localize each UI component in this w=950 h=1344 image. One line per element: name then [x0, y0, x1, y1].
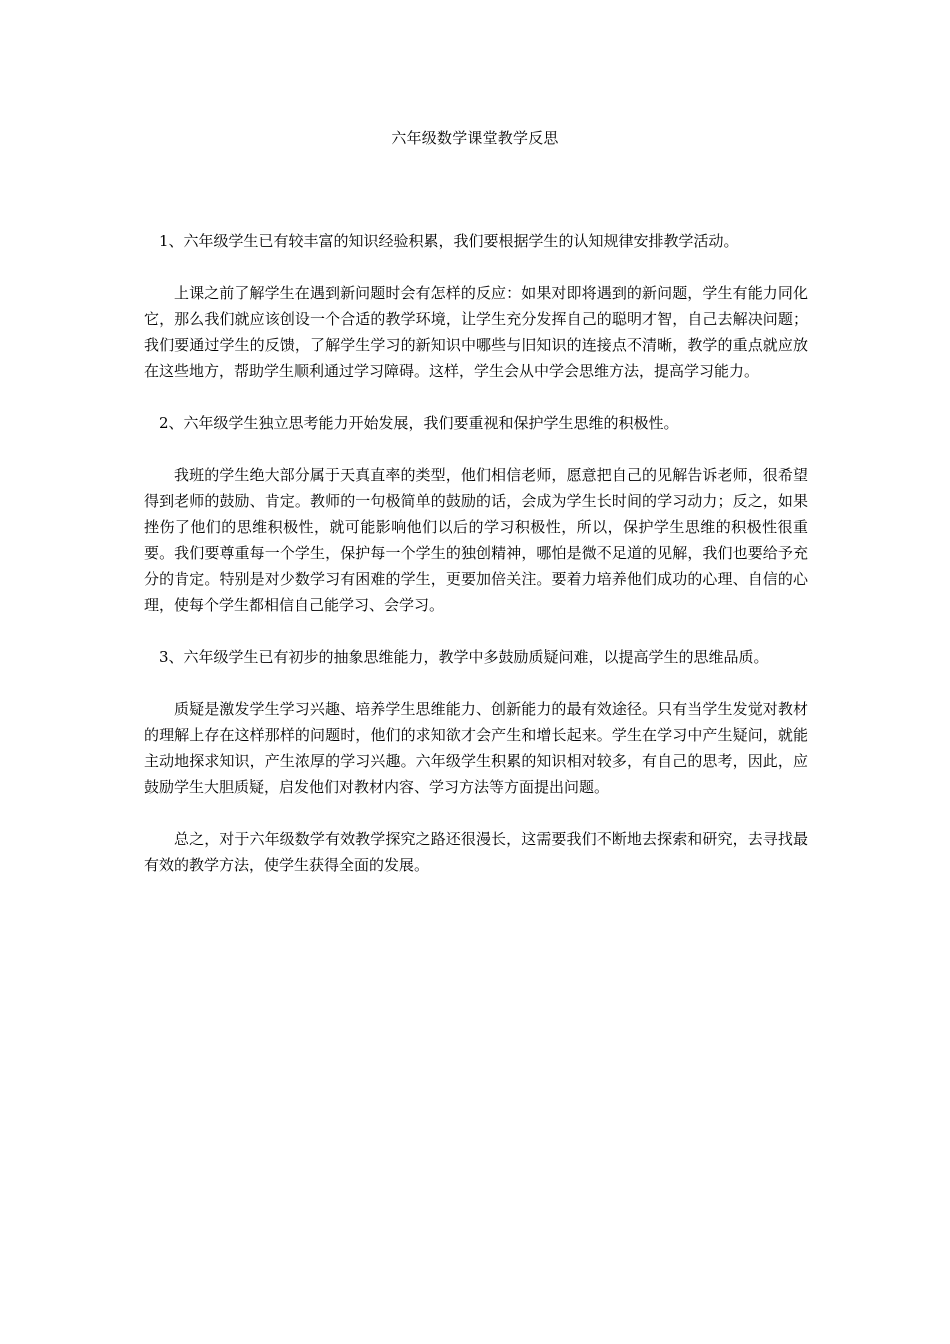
paragraph-gap	[144, 436, 808, 462]
paragraph-2: 我班的学生绝大部分属于天真直率的类型，他们相信老师，愿意把自己的见解告诉老师，很希望得到老师的鼓励、肯定。教师的一句极简单的鼓励的话，会成为学生长时间的学习动力；反之，如果挫伤了他们的思维积极性，就可能影响他们以后的学习积极性，所以，保护学生思维的积极性很重要。我们要尊重每一个学生，保护每一个学生的独创精神，哪怕是微不足道的见解，我们也要给予充分的肯定。特别是对少数学习有困难的学生，更要加倍关注。要着力培养他们成功的心理、自信的心理，使每个学生都相信自己能学习、会学习。	[144, 466, 808, 614]
paragraph-gap	[144, 800, 808, 826]
paragraph-gap	[144, 384, 808, 410]
paragraph-gap	[144, 254, 808, 280]
paragraph-gap	[144, 670, 808, 696]
paragraph-conclusion: 总之，对于六年级数学有效教学探究之路还很漫长，这需要我们不断地去探索和研究，去寻找最有效的教学方法，使学生获得全面的发展。	[144, 830, 808, 874]
paragraph-3: 质疑是激发学生学习兴趣、培养学生思维能力、创新能力的最有效途径。只有当学生发觉对教材的理解上存在这样那样的问题时，他们的求知欲才会产生和增长起来。学生在学习中产生疑问，就能主动地探求知识，产生浓厚的学习兴趣。六年级学生积累的知识相对较多，有自己的思考，因此，应鼓励学生大胆质疑，启发他们对教材内容、学习方法等方面提出问题。	[144, 700, 808, 796]
paragraph-heading-1: 1、六年级学生已有较丰富的知识经验积累，我们要根据学生的认知规律安排教学活动。	[159, 232, 739, 250]
paragraph-1: 上课之前了解学生在遇到新问题时会有怎样的反应：如果对即将遇到的新问题，学生有能力同化它，那么我们就应该创设一个合适的教学环境，让学生充分发挥自己的聪明才智，自己去解决问题；我们要通过学生的反馈，了解学生学习的新知识中哪些与旧知识的连接点不清晰，教学的重点就应放在这些地方，帮助学生顺利通过学习障碍。这样，学生会从中学会思维方法，提高学习能力。	[144, 284, 808, 380]
paragraph-heading-2: 2、六年级学生独立思考能力开始发展，我们要重视和保护学生思维的积极性。	[159, 414, 679, 432]
document-body	[144, 228, 808, 878]
paragraph-gap	[144, 618, 808, 644]
document-title: 六年级数学课堂教学反思	[391, 129, 559, 147]
paragraph-heading-3: 3、六年级学生已有初步的抽象思维能力，教学中多鼓励质疑问难，以提高学生的思维品质。	[159, 648, 769, 666]
